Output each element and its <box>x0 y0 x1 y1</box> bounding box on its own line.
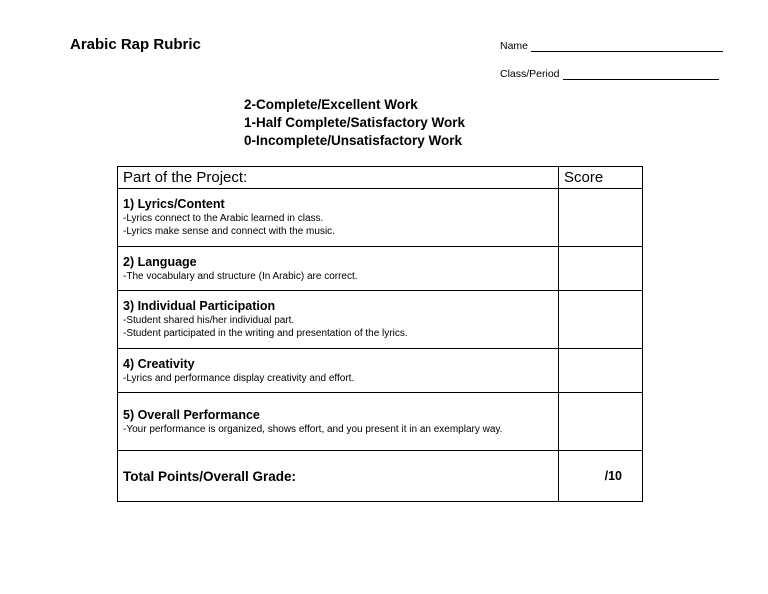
rubric-table <box>117 166 643 502</box>
score-cell[interactable] <box>559 349 643 393</box>
name-label: Name <box>500 40 529 52</box>
criterion-title: 5) Overall Performance <box>123 407 260 422</box>
criterion-cell <box>118 349 559 393</box>
criterion-description: -The vocabulary and structure (In Arabic) are correct. <box>123 270 358 282</box>
scale-item: 0-Incomplete/Unsatisfactory Work <box>244 133 463 148</box>
criterion-description: -Lyrics and performance display creativity and effort. <box>123 372 355 384</box>
criterion-title: 3) Individual Participation <box>123 299 276 313</box>
table-row <box>118 393 643 451</box>
criterion-cell <box>118 291 559 349</box>
criterion-title: 2) Language <box>123 254 197 269</box>
score-cell[interactable] <box>559 291 643 349</box>
scale-item: 1-Half Complete/Satisfactory Work <box>244 115 466 130</box>
table-header-row <box>118 167 643 189</box>
class-period-field[interactable] <box>500 68 719 80</box>
name-field[interactable] <box>500 40 723 52</box>
total-row <box>118 451 643 502</box>
criterion-description: -Lyrics connect to the Arabic learned in class. <box>123 213 324 224</box>
class-period-underline[interactable] <box>563 68 719 80</box>
criterion-description: -Your performance is organized, shows effort, and you present it in an exemplary way. <box>123 423 503 435</box>
column-header-part: Part of the Project: <box>118 167 559 189</box>
criterion-cell <box>118 189 559 247</box>
criterion-title: 4) Creativity <box>123 356 195 371</box>
scale-item: 2-Complete/Excellent Work <box>244 97 418 112</box>
criterion-description: -Student shared his/her individual part. <box>123 315 295 326</box>
table-row <box>118 189 643 247</box>
criterion-description: -Student participated in the writing and presentation of the lyrics. <box>123 328 408 339</box>
class-period-label: Class/Period <box>500 68 560 80</box>
criterion-description: -Lyrics make sense and connect with the music. <box>123 226 335 237</box>
table-row <box>118 349 643 393</box>
grading-scale <box>244 96 465 150</box>
name-underline[interactable] <box>531 40 723 52</box>
total-score[interactable]: /10 <box>559 451 643 502</box>
criterion-title: 1) Lyrics/Content <box>123 197 225 211</box>
score-cell[interactable] <box>559 393 643 451</box>
score-cell[interactable] <box>559 189 643 247</box>
column-header-score: Score <box>559 167 643 189</box>
table-row <box>118 247 643 291</box>
page-title: Arabic Rap Rubric <box>70 36 201 53</box>
table-row <box>118 291 643 349</box>
criterion-cell <box>118 247 559 291</box>
total-label: Total Points/Overall Grade: <box>118 451 559 502</box>
criterion-cell <box>118 393 559 451</box>
score-cell[interactable] <box>559 247 643 291</box>
